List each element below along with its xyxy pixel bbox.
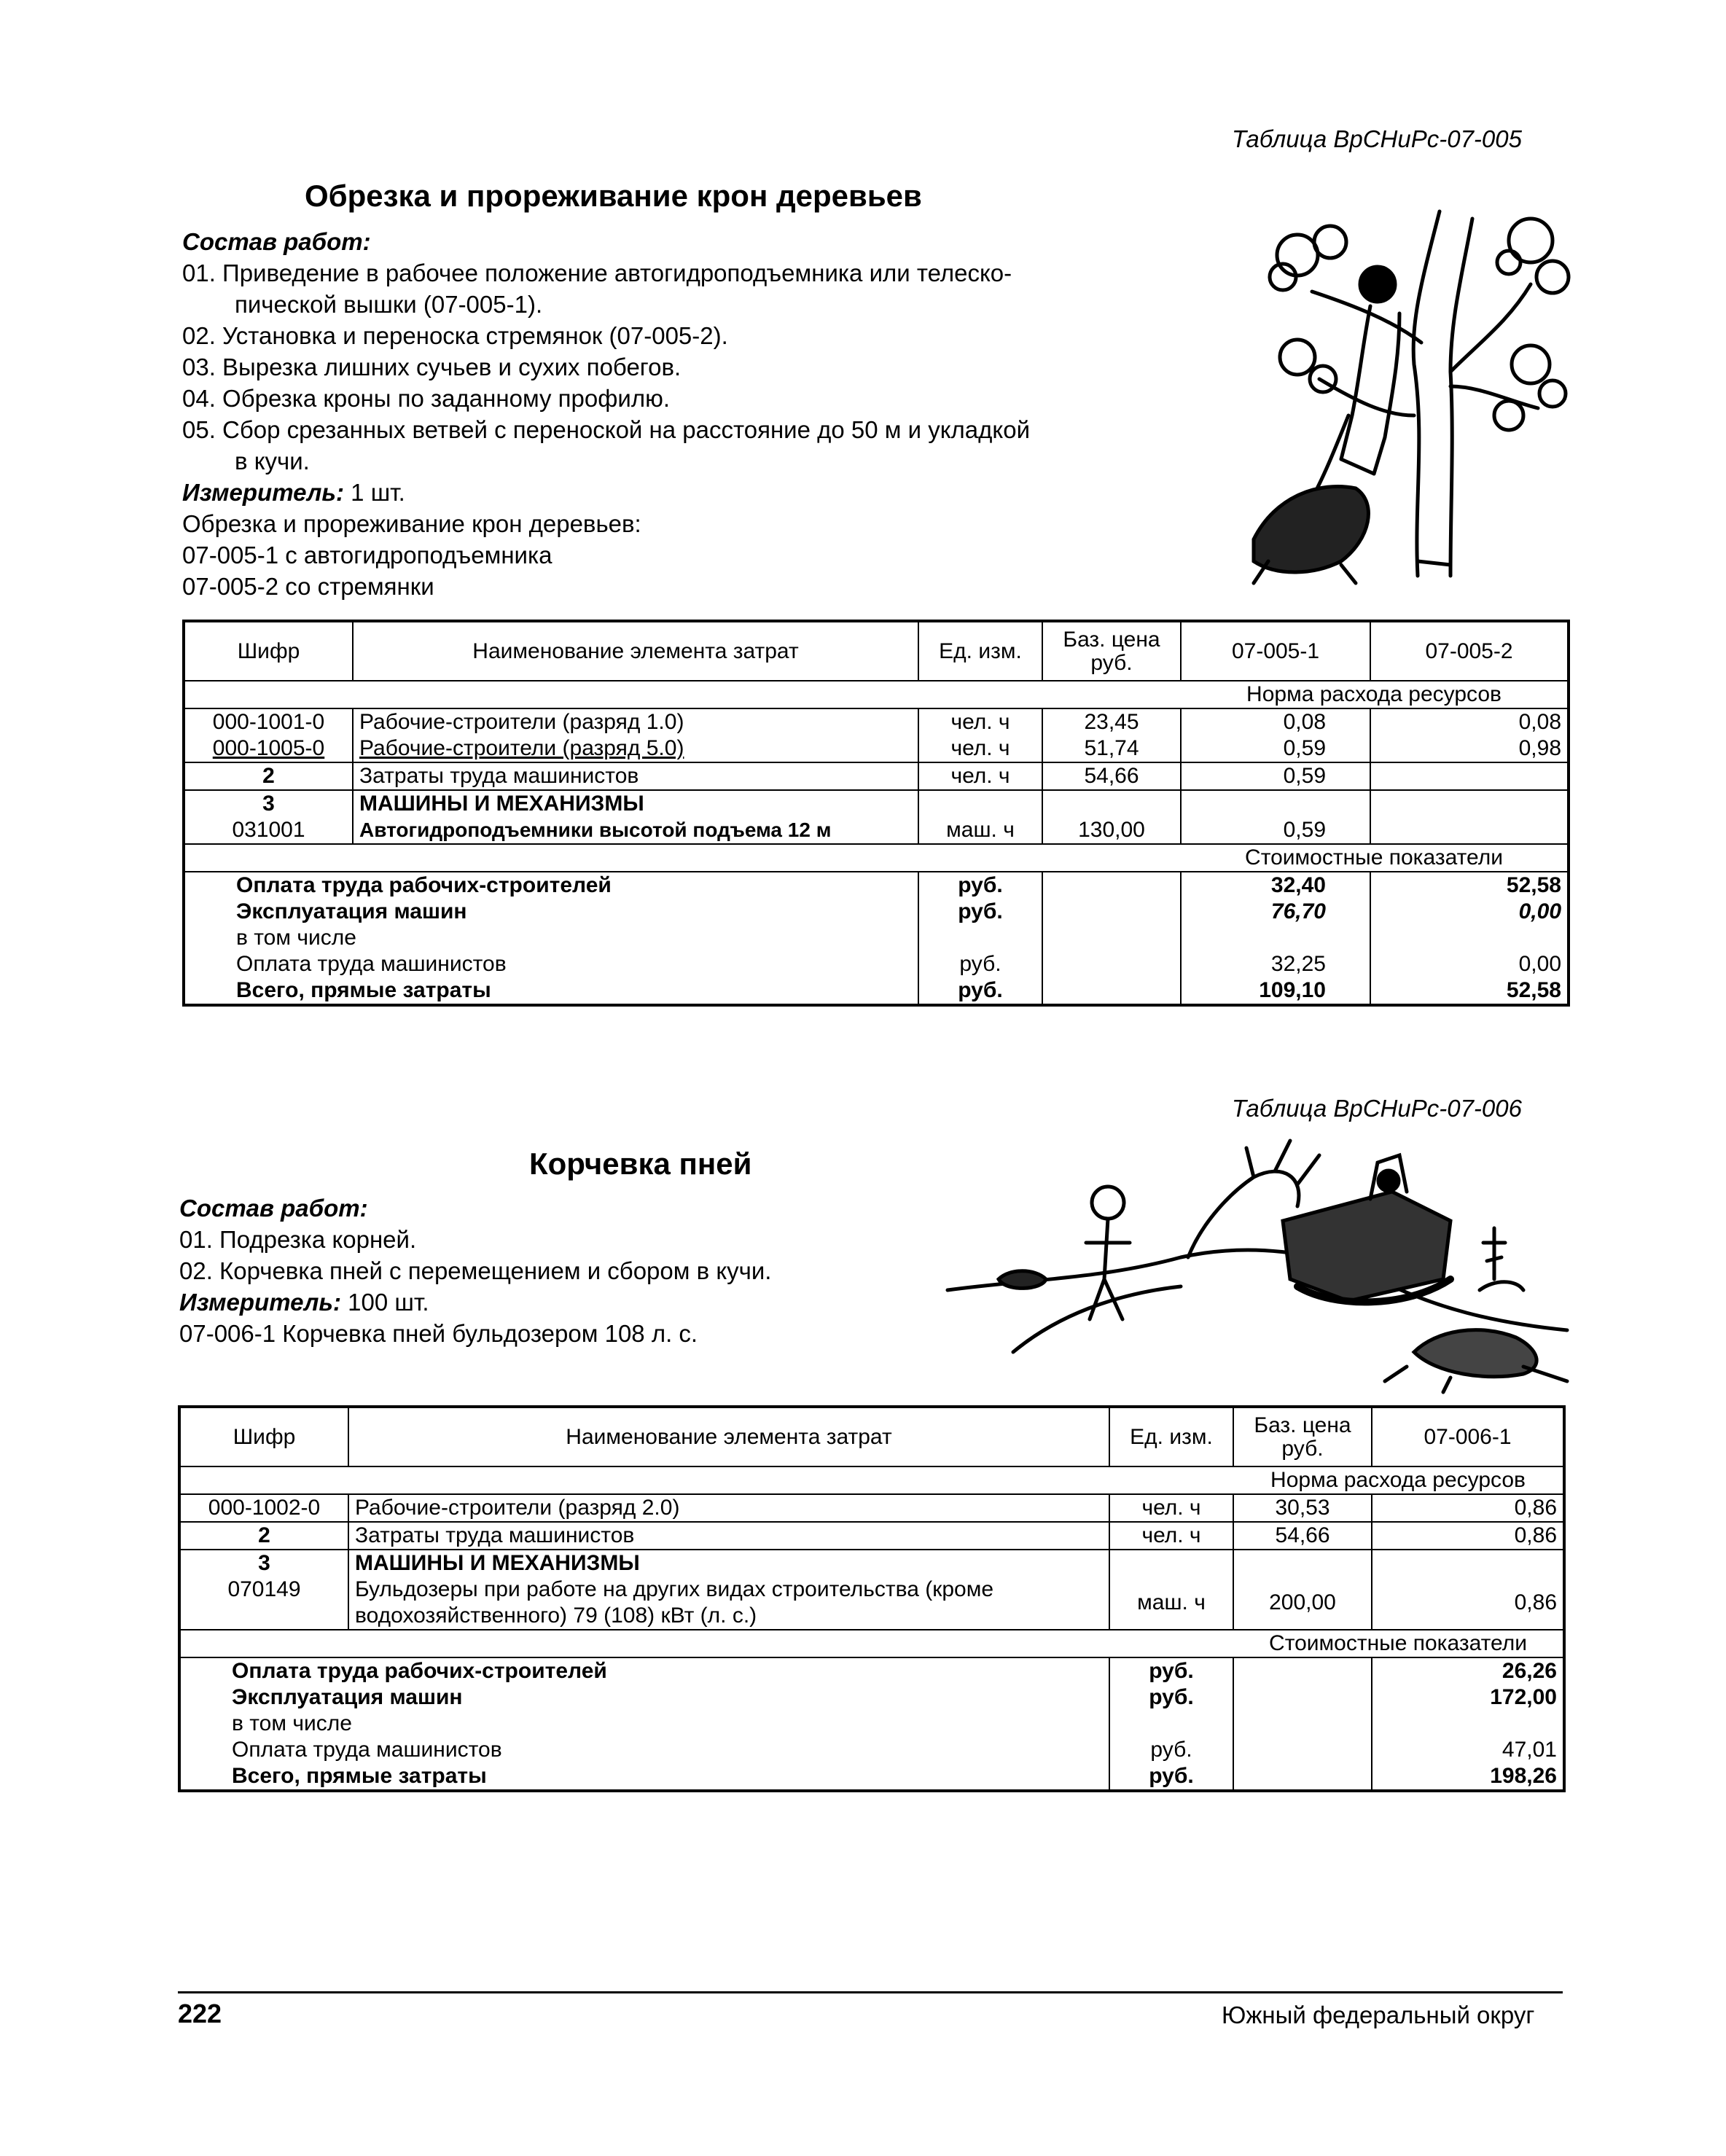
work-list-2 (179, 1192, 771, 1349)
table-row (179, 1522, 1564, 1550)
row-value: 0,59 (1181, 735, 1370, 762)
cost-caption: Стоимостные показатели (1181, 844, 1569, 872)
cost-value: 0,00 (1370, 951, 1569, 977)
row-value: 0,08 (1370, 708, 1569, 735)
cost-caption-row (179, 1630, 1564, 1657)
col-header-code: Шифр (184, 621, 353, 681)
tree-pruning-illustration (1232, 197, 1574, 590)
footer-divider (178, 1991, 1563, 1993)
work-item: 04. Обрезка кроны по заданному профилю. (182, 385, 671, 412)
variant-line: 07-005-2 со стремянки (182, 573, 434, 600)
row-value: 0,86 (1372, 1577, 1564, 1630)
table-row (184, 762, 1569, 790)
cost-row (179, 1657, 1564, 1684)
row-name: Затраты труда машинистов (353, 762, 918, 790)
cost-value: 172,00 (1372, 1684, 1564, 1711)
cost-value: 26,26 (1372, 1657, 1564, 1684)
cost-value: 109,10 (1181, 977, 1370, 1005)
cost-label: Оплата труда машинистов (232, 1738, 502, 1762)
cost-caption-row (184, 844, 1569, 872)
measure-value: 100 шт. (348, 1289, 429, 1316)
cost-row (179, 1737, 1564, 1763)
work-list-1 (182, 226, 1030, 602)
cost-value: 47,01 (1372, 1737, 1564, 1763)
cost-unit: руб. (918, 899, 1042, 925)
cost-label: Всего, прямые затраты (236, 978, 491, 1002)
row-value: 0,59 (1181, 762, 1370, 790)
row-code: 070149 (227, 1577, 301, 1601)
cost-table-1 (182, 620, 1570, 1007)
table-ref-1: Таблица ВрСНиРс-07-005 (1232, 125, 1522, 152)
row-code: 000-1005-0 (212, 736, 325, 760)
row-value (1370, 817, 1569, 844)
cost-label: в том числе (236, 926, 356, 950)
row-name: Рабочие-строители (разряд 1.0) (353, 708, 918, 735)
work-item: 03. Вырезка лишних сучьев и сухих побегов. (182, 354, 682, 380)
cost-unit: руб. (1109, 1657, 1233, 1684)
cost-label: Всего, прямые затраты (232, 1764, 487, 1788)
cost-label: Оплата труда машинистов (236, 952, 507, 976)
cost-row (184, 951, 1569, 977)
cost-value: 52,58 (1370, 872, 1569, 899)
row-unit: чел. ч (1109, 1522, 1233, 1550)
table-ref-2: Таблица ВрСНиРс-07-006 (1232, 1095, 1522, 1122)
cost-row (184, 872, 1569, 899)
row-price: 23,45 (1042, 708, 1181, 735)
table-row (184, 708, 1569, 735)
row-name: Бульдозеры при работе на других видах строительства (кроме (348, 1577, 1109, 1603)
col-header-name: Наименование элемента затрат (348, 1407, 1109, 1466)
table-row (184, 817, 1569, 844)
row-name: Рабочие-строители (разряд 5.0) (353, 735, 918, 762)
row-unit: чел. ч (918, 735, 1042, 762)
row-value: 0,98 (1370, 735, 1569, 762)
table-section-row (184, 790, 1569, 817)
work-item: 02. Установка и переноска стремянок (07-005-2). (182, 322, 728, 349)
row-name: МАШИНЫ И МЕХАНИЗМЫ (353, 790, 918, 817)
cost-unit: руб. (1109, 1684, 1233, 1711)
cost-unit: руб. (1109, 1737, 1233, 1763)
measure-label: Измеритель: (182, 479, 344, 506)
col-header-price: Баз. цена руб. (1042, 621, 1181, 681)
row-price: 200,00 (1233, 1577, 1372, 1630)
row-price: 130,00 (1042, 817, 1181, 844)
measure-line (182, 477, 1030, 508)
cost-row (184, 925, 1569, 951)
row-code: 2 (184, 762, 353, 790)
col-header-price: Баз. цена руб. (1233, 1407, 1372, 1466)
row-unit: маш. ч (1109, 1577, 1233, 1630)
measure-line (179, 1286, 771, 1318)
section-title-1: Обрезка и прореживание крон деревьев (305, 179, 922, 213)
cost-value: 32,40 (1181, 872, 1370, 899)
row-value: 0,08 (1181, 708, 1370, 735)
row-name: Автогидроподъемники высотой подъема 12 м (353, 817, 918, 844)
section-title-2: Корчевка пней (529, 1147, 752, 1181)
variant-line: 07-006-1 Корчевка пней бульдозером 108 л. с. (179, 1320, 698, 1347)
row-name: водохозяйственного) 79 (108) кВт (л. с.) (348, 1603, 1109, 1630)
table-row (179, 1494, 1564, 1522)
col-header-variant: 07-005-2 (1370, 621, 1569, 681)
cost-unit: руб. (1109, 1763, 1233, 1791)
work-item: пической вышки (07-005-1). (235, 291, 543, 318)
col-header-variant: 07-005-1 (1181, 621, 1370, 681)
cost-row-total (184, 977, 1569, 1005)
variant-line: 07-005-1 с автогидроподъемника (182, 542, 552, 569)
col-header-unit: Ед. изм. (1109, 1407, 1233, 1466)
norm-caption-row (184, 681, 1569, 708)
row-price: 51,74 (1042, 735, 1181, 762)
row-code: 3 (184, 790, 353, 817)
work-item: 01. Подрезка корней. (179, 1226, 417, 1253)
cost-table-2 (178, 1405, 1566, 1792)
page-number: 222 (178, 1999, 222, 2028)
row-unit: чел. ч (918, 762, 1042, 790)
cost-unit: руб. (918, 977, 1042, 1005)
row-code: 031001 (232, 818, 305, 842)
cost-label: в том числе (232, 1711, 352, 1735)
row-unit: маш. ч (918, 817, 1042, 844)
row-price: 54,66 (1233, 1522, 1372, 1550)
work-item: 02. Корчевка пней с перемещением и сбором в кучи. (179, 1257, 772, 1284)
row-price: 54,66 (1042, 762, 1181, 790)
cost-value: 32,25 (1181, 951, 1370, 977)
norm-caption-row (179, 1466, 1564, 1494)
row-value: 0,86 (1372, 1494, 1564, 1522)
row-code: 3 (179, 1550, 348, 1577)
footer-region: Южный федеральный округ (1222, 2001, 1535, 2028)
work-item: 05. Сбор срезанных ветвей с переноской на расстояние до 50 м и укладкой (182, 416, 1031, 443)
cost-caption: Стоимостные показатели (1233, 1630, 1564, 1657)
row-unit: чел. ч (1109, 1494, 1233, 1522)
col-header-code: Шифр (179, 1407, 348, 1466)
cost-value: 0,00 (1370, 899, 1569, 925)
row-name: Рабочие-строители (разряд 2.0) (348, 1494, 1109, 1522)
work-description: Обрезка и прореживание крон деревьев: (182, 510, 641, 537)
norm-caption: Норма расхода ресурсов (1246, 682, 1502, 706)
table-section-row (179, 1550, 1564, 1577)
table-row (184, 735, 1569, 762)
row-code: 2 (179, 1522, 348, 1550)
work-item: в кучи. (235, 448, 310, 474)
cost-label: Оплата труда рабочих-строителей (184, 872, 918, 899)
row-value: 0,86 (1372, 1522, 1564, 1550)
cost-value: 76,70 (1181, 899, 1370, 925)
cost-row-total (179, 1763, 1564, 1791)
row-code: 000-1002-0 (179, 1494, 348, 1522)
composition-label: Состав работ: (179, 1195, 368, 1222)
stump-removal-illustration (940, 1133, 1582, 1396)
measure-label: Измеритель: (179, 1289, 341, 1316)
table-row (179, 1577, 1564, 1603)
cost-value: 198,26 (1372, 1763, 1564, 1791)
table-header-row (184, 621, 1569, 681)
cost-row (179, 1684, 1564, 1711)
row-price: 30,53 (1233, 1494, 1372, 1522)
composition-label: Состав работ: (182, 228, 371, 255)
row-value: 0,59 (1181, 817, 1370, 844)
row-value (1370, 762, 1569, 790)
cost-label: Оплата труда рабочих-строителей (179, 1657, 1109, 1684)
cost-row (184, 899, 1569, 925)
work-item: 01. Приведение в рабочее положение автогидроподъемника или телеско- (182, 259, 1012, 286)
row-name: Затраты труда машинистов (348, 1522, 1109, 1550)
cost-unit: руб. (918, 951, 1042, 977)
cost-unit: руб. (918, 872, 1042, 899)
cost-value: 52,58 (1370, 977, 1569, 1005)
col-header-unit: Ед. изм. (918, 621, 1042, 681)
measure-value: 1 шт. (351, 479, 405, 506)
row-code: 000-1001-0 (184, 708, 353, 735)
row-unit: чел. ч (918, 708, 1042, 735)
col-header-name: Наименование элемента затрат (353, 621, 918, 681)
norm-caption: Норма расхода ресурсов (1270, 1468, 1526, 1492)
row-name: МАШИНЫ И МЕХАНИЗМЫ (348, 1550, 1109, 1577)
cost-row (179, 1711, 1564, 1737)
table-header-row (179, 1407, 1564, 1466)
cost-label: Эксплуатация машин (236, 899, 467, 923)
cost-label: Эксплуатация машин (232, 1685, 463, 1709)
col-header-variant: 07-006-1 (1372, 1407, 1564, 1466)
